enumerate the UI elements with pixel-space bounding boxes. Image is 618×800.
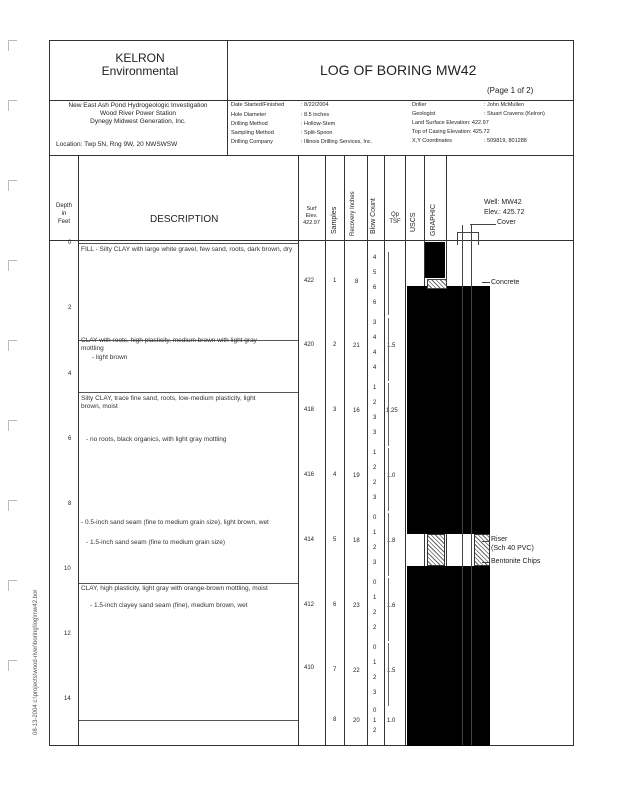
graphic-redaction-bottom xyxy=(407,566,490,746)
sample-elev: 414 xyxy=(304,537,315,543)
sample-blow: 3 xyxy=(373,415,377,421)
sample-elev: 420 xyxy=(304,342,315,348)
uscs-header: USCS xyxy=(410,212,417,232)
drill-label-4: Drilling Company xyxy=(231,139,273,145)
sample-blow: 0 xyxy=(373,515,377,521)
side-stamp: 08-13-2004 c:\projects\wood-river\boring\log\mw42.bor xyxy=(33,589,39,735)
graphic-redaction-top xyxy=(425,242,445,278)
sample-blow: 2 xyxy=(373,625,377,631)
sample-num: 3 xyxy=(333,407,337,413)
graphic-redaction-main xyxy=(407,286,490,534)
sample-blow: 2 xyxy=(373,675,377,681)
depth-tick-10: 10 xyxy=(64,566,71,572)
sample-qp: 1.5 xyxy=(387,343,396,349)
sample-qp: 1.6 xyxy=(387,603,396,609)
sample-blow: 1 xyxy=(373,595,377,601)
sample-num: 4 xyxy=(333,472,337,478)
sample-rec: 23 xyxy=(353,603,360,609)
samples-header: Samples xyxy=(331,206,338,234)
sample-num: 5 xyxy=(333,537,337,543)
elev-header-line3: 422.97 xyxy=(303,220,320,226)
sample-blow: 6 xyxy=(373,285,377,291)
desc-no-roots: - no roots, black organics, with light gray mottling xyxy=(86,436,227,443)
sample-blow: 1 xyxy=(373,718,377,724)
drill-label-2: Drilling Method xyxy=(231,121,268,127)
depth-header xyxy=(50,202,78,226)
description-header: DESCRIPTION xyxy=(150,214,219,225)
company-line1: KELRON xyxy=(115,51,165,65)
drill-label-0: Date Started/Finished xyxy=(231,102,285,108)
page-number: (Page 1 of 2) xyxy=(487,86,534,95)
depth-tick-12: 12 xyxy=(64,631,71,637)
sample-elev: 416 xyxy=(304,472,315,478)
sample-rec: 8 xyxy=(355,279,359,285)
person-label-1: Geologist xyxy=(412,111,436,117)
depth-tick-2: 2 xyxy=(68,305,72,311)
sample-blow: 3 xyxy=(373,495,377,501)
person-label-0: Driller xyxy=(412,102,427,108)
sample-elev: 410 xyxy=(304,665,315,671)
bentonite-label: Bentonite Chips xyxy=(491,558,541,565)
sample-blow: 0 xyxy=(373,645,377,651)
riser-label: Riser xyxy=(491,536,508,543)
desc-sand-seam-1: - 0.5-inch sand seam (fine to medium grain size), light brown, wet xyxy=(81,519,269,526)
elev-header xyxy=(298,206,325,227)
sample-qp: 1.25 xyxy=(386,408,398,414)
desc-light-brown: - light brown xyxy=(92,354,128,361)
sample-blow: 3 xyxy=(373,320,377,326)
sample-num: 1 xyxy=(333,278,337,284)
qp-header-line2: TSF xyxy=(389,219,401,225)
location: Location: Twp 5N, Rng 9W, 20 NWSWSW xyxy=(56,141,178,148)
sample-blow: 1 xyxy=(373,660,377,666)
depth-header-line2: in xyxy=(61,211,67,217)
sample-blow: 3 xyxy=(373,560,377,566)
depth-tick-0: 0 xyxy=(68,240,72,246)
person-label-4: X,Y Coordinates xyxy=(412,138,452,144)
sample-elev: 422 xyxy=(304,278,315,284)
sample-num: 7 xyxy=(333,667,337,673)
sample-elev: 418 xyxy=(304,407,315,413)
sample-elev: 412 xyxy=(304,602,315,608)
drill-label-3: Sampling Method xyxy=(231,130,274,136)
riser-sub-label: (Sch 40 PVC) xyxy=(491,545,534,552)
depth-header-line1: Depth xyxy=(55,203,72,209)
project-line1: New East Ash Pond Hydrogeologic Investigation xyxy=(68,102,208,109)
desc-clay-high: CLAY, high plasticity, light gray with orange-brown mottling, moist xyxy=(81,585,268,592)
well-name: Well: MW42 xyxy=(484,199,522,206)
sample-num: 8 xyxy=(333,717,337,723)
desc-clay: CLAY with roots, high plasticity, medium brown with light gray mottling xyxy=(81,337,257,352)
sample-blow: 6 xyxy=(373,300,377,306)
sample-rec: 16 xyxy=(353,408,360,414)
project-info xyxy=(50,102,226,126)
sample-num: 2 xyxy=(333,342,337,348)
desc-fill: FILL - Silty CLAY with large white gravel, few sand, roots, dark brown, dry xyxy=(81,246,293,253)
sample-blow: 0 xyxy=(373,708,377,714)
recovery-header: Recovery Inches xyxy=(350,191,356,236)
drill-value-2: : Hollow-Stem xyxy=(301,121,336,127)
concrete-label: Concrete xyxy=(491,279,520,286)
sample-blow: 1 xyxy=(373,530,377,536)
sample-blow: 4 xyxy=(373,365,377,371)
company-name xyxy=(60,52,220,78)
desc-sand-seam-2: - 1.5-inch sand seam (fine to medium grain size) xyxy=(86,539,226,546)
sample-blow: 3 xyxy=(373,690,377,696)
sample-qp: 1.0 xyxy=(387,473,396,479)
sample-blow: 5 xyxy=(373,270,377,276)
drill-value-3: : Split-Spoon xyxy=(301,130,333,136)
qp-header xyxy=(385,212,405,226)
sample-blow: 2 xyxy=(373,728,377,734)
depth-tick-4: 4 xyxy=(68,371,72,377)
drill-value-1: : 8.5 inches xyxy=(301,112,330,118)
desc-silty-clay: Silty CLAY, trace fine sand, roots, low-medium plasticity, light brown, moist xyxy=(81,395,256,410)
sample-rec: 22 xyxy=(353,668,360,674)
sample-blow: 4 xyxy=(373,255,377,261)
drill-value-0: : 8/22/2004 xyxy=(301,102,329,108)
cover-label: Cover xyxy=(497,219,516,226)
drill-label-1: Hole Diameter xyxy=(231,112,267,118)
depth-header-line3: Feet xyxy=(57,219,70,225)
blow-count-header: Blow Count xyxy=(370,198,377,234)
person-value-4: : 509819, 801288 xyxy=(484,138,527,144)
depth-tick-14: 14 xyxy=(64,696,71,702)
sample-qp: 1.5 xyxy=(387,668,396,674)
project-line2: Wood River Power Station xyxy=(99,110,177,117)
sample-num: 6 xyxy=(333,602,337,608)
drill-value-4: : Illinois Drilling Services, Inc. xyxy=(301,139,373,145)
depth-tick-6: 6 xyxy=(68,436,72,442)
person-value-1: : Stuart Cravens (Kelron) xyxy=(484,111,545,117)
qp-header-line1: Qp xyxy=(390,212,399,218)
sample-blow: 0 xyxy=(373,580,377,586)
graphic-header: GRAPHIC xyxy=(430,204,437,236)
company-line2: Environmental xyxy=(101,64,179,78)
sample-blow: 1 xyxy=(373,385,377,391)
desc-clayey-sand: - 1.5-inch clayey sand seam (fine), medium brown, wet xyxy=(90,602,248,609)
sample-blow: 4 xyxy=(373,350,377,356)
sample-qp: 1.0 xyxy=(387,718,396,724)
sample-blow: 2 xyxy=(373,545,377,551)
sample-rec: 21 xyxy=(353,343,360,349)
sample-qp: 1.8 xyxy=(387,538,396,544)
sample-blow: 2 xyxy=(373,610,377,616)
well-elev: Elev.: 425.72 xyxy=(484,209,525,216)
elev-header-line2: Elev. xyxy=(305,213,318,219)
sample-rec: 19 xyxy=(353,473,360,479)
person-label-2: Land Surface Elevation: 422.97 xyxy=(412,120,489,126)
sample-blow: 1 xyxy=(373,450,377,456)
person-label-3: Top of Casing Elevation: 425.72 xyxy=(412,129,490,135)
elev-header-line1: Surf xyxy=(306,206,317,212)
sample-blow: 2 xyxy=(373,480,377,486)
sample-blow: 2 xyxy=(373,465,377,471)
bentonite-seal xyxy=(427,534,445,566)
project-line3: Dynegy Midwest Generation, Inc. xyxy=(90,118,186,125)
sample-blow: 4 xyxy=(373,335,377,341)
sample-blow: 3 xyxy=(373,430,377,436)
sample-rec: 20 xyxy=(353,718,360,724)
page-title: LOG OF BORING MW42 xyxy=(320,62,477,78)
person-value-0: : John McMullen xyxy=(484,102,525,108)
sample-blow: 2 xyxy=(373,400,377,406)
depth-tick-8: 8 xyxy=(68,501,72,507)
sample-rec: 18 xyxy=(353,538,360,544)
